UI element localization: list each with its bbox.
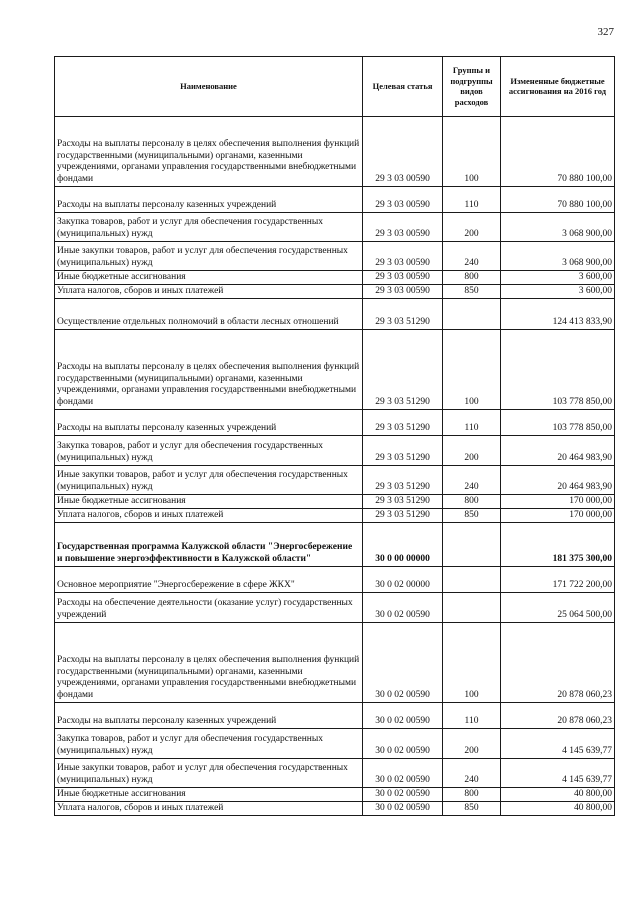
cell-article: 30 0 02 00590 xyxy=(363,788,443,802)
cell-article: 30 0 02 00000 xyxy=(363,567,443,593)
cell-name: Закупка товаров, работ и услуг для обеспечения государственных (муниципальных) нужд xyxy=(55,729,363,759)
table-row xyxy=(55,466,615,495)
table-row xyxy=(55,213,615,242)
header-amount: Измененные бюджетные ассигнования на 2016 год xyxy=(501,57,615,117)
cell-article: 30 0 00 00000 xyxy=(363,523,443,567)
table-header-row xyxy=(55,57,615,117)
cell-amount: 103 778 850,00 xyxy=(501,330,615,410)
table-row xyxy=(55,299,615,330)
cell-name: Уплата налогов, сборов и иных платежей xyxy=(55,509,363,523)
cell-group: 850 xyxy=(443,285,501,299)
cell-amount: 4 145 639,77 xyxy=(501,759,615,788)
page-number: 327 xyxy=(597,26,614,38)
table-row xyxy=(55,187,615,213)
cell-group: 110 xyxy=(443,410,501,436)
cell-article: 30 0 02 00590 xyxy=(363,729,443,759)
cell-name: Иные бюджетные ассигнования xyxy=(55,271,363,285)
cell-amount: 3 600,00 xyxy=(501,285,615,299)
cell-article: 29 3 03 00590 xyxy=(363,213,443,242)
cell-name: Расходы на выплаты персоналу в целях обеспечения выполнения функций государственными (муниципальными) органами, казенными учреждениями, органами управления государственными внебюджетными фондами xyxy=(55,330,363,410)
cell-group: 110 xyxy=(443,187,501,213)
cell-amount: 40 800,00 xyxy=(501,802,615,816)
table-row xyxy=(55,788,615,802)
table-row xyxy=(55,330,615,410)
cell-group: 800 xyxy=(443,495,501,509)
table-row xyxy=(55,242,615,271)
cell-amount: 20 464 983,90 xyxy=(501,466,615,495)
header-group: Группы и подгруппы видов расходов xyxy=(443,57,501,117)
table-row xyxy=(55,567,615,593)
cell-group: 240 xyxy=(443,466,501,495)
cell-group xyxy=(443,299,501,330)
cell-group: 800 xyxy=(443,271,501,285)
table-row xyxy=(55,703,615,729)
cell-name: Закупка товаров, работ и услуг для обеспечения государственных (муниципальных) нужд xyxy=(55,213,363,242)
cell-article: 30 0 02 00590 xyxy=(363,703,443,729)
cell-name: Закупка товаров, работ и услуг для обеспечения государственных (муниципальных) нужд xyxy=(55,436,363,466)
table-row xyxy=(55,729,615,759)
cell-amount: 20 878 060,23 xyxy=(501,623,615,703)
cell-amount: 170 000,00 xyxy=(501,509,615,523)
cell-article: 29 3 03 51290 xyxy=(363,299,443,330)
cell-name: Государственная программа Калужской области "Энергосбережение и повышение энергоэффективности в Калужской области" xyxy=(55,523,363,567)
table-row xyxy=(55,623,615,703)
cell-name: Осуществление отдельных полномочий в области лесных отношений xyxy=(55,299,363,330)
table-row xyxy=(55,509,615,523)
cell-group xyxy=(443,523,501,567)
cell-name: Иные закупки товаров, работ и услуг для обеспечения государственных (муниципальных) нужд xyxy=(55,466,363,495)
cell-amount: 171 722 200,00 xyxy=(501,567,615,593)
cell-name: Расходы на обеспечение деятельности (оказание услуг) государственных учреждений xyxy=(55,593,363,623)
cell-name: Иные бюджетные ассигнования xyxy=(55,788,363,802)
cell-article: 29 3 03 00590 xyxy=(363,242,443,271)
header-name: Наименование xyxy=(55,57,363,117)
cell-name: Основное мероприятие "Энергосбережение в сфере ЖКХ" xyxy=(55,567,363,593)
cell-group: 100 xyxy=(443,330,501,410)
table-row xyxy=(55,495,615,509)
table-row xyxy=(55,523,615,567)
cell-article: 29 3 03 51290 xyxy=(363,495,443,509)
cell-group xyxy=(443,567,501,593)
cell-name: Расходы на выплаты персоналу казенных учреждений xyxy=(55,187,363,213)
cell-group: 100 xyxy=(443,623,501,703)
cell-group: 240 xyxy=(443,242,501,271)
cell-group: 240 xyxy=(443,759,501,788)
cell-name: Расходы на выплаты персоналу в целях обеспечения выполнения функций государственными (муниципальными) органами, казенными учреждениями, органами управления государственными внебюджетными фондами xyxy=(55,117,363,187)
cell-amount: 103 778 850,00 xyxy=(501,410,615,436)
cell-article: 30 0 02 00590 xyxy=(363,623,443,703)
cell-article: 30 0 02 00590 xyxy=(363,759,443,788)
cell-name: Уплата налогов, сборов и иных платежей xyxy=(55,285,363,299)
table-row xyxy=(55,271,615,285)
cell-article: 30 0 02 00590 xyxy=(363,593,443,623)
cell-article: 29 3 03 00590 xyxy=(363,285,443,299)
cell-amount: 4 145 639,77 xyxy=(501,729,615,759)
cell-group: 110 xyxy=(443,703,501,729)
cell-amount: 25 064 500,00 xyxy=(501,593,615,623)
cell-article: 29 3 03 51290 xyxy=(363,466,443,495)
cell-amount: 3 068 900,00 xyxy=(501,242,615,271)
cell-article: 29 3 03 00590 xyxy=(363,271,443,285)
table-row xyxy=(55,117,615,187)
table-row xyxy=(55,436,615,466)
cell-group: 800 xyxy=(443,788,501,802)
cell-amount: 20 878 060,23 xyxy=(501,703,615,729)
cell-group: 200 xyxy=(443,436,501,466)
cell-amount: 3 068 900,00 xyxy=(501,213,615,242)
cell-amount: 40 800,00 xyxy=(501,788,615,802)
cell-article: 30 0 02 00590 xyxy=(363,802,443,816)
table-row xyxy=(55,410,615,436)
budget-table xyxy=(54,56,615,816)
cell-article: 29 3 03 00590 xyxy=(363,117,443,187)
cell-amount: 70 880 100,00 xyxy=(501,187,615,213)
cell-article: 29 3 03 00590 xyxy=(363,187,443,213)
cell-name: Уплата налогов, сборов и иных платежей xyxy=(55,802,363,816)
cell-group: 200 xyxy=(443,213,501,242)
cell-article: 29 3 03 51290 xyxy=(363,330,443,410)
cell-amount: 170 000,00 xyxy=(501,495,615,509)
cell-name: Расходы на выплаты персоналу в целях обеспечения выполнения функций государственными (муниципальными) органами, казенными учреждениями, органами управления государственными внебюджетными фондами xyxy=(55,623,363,703)
cell-name: Расходы на выплаты персоналу казенных учреждений xyxy=(55,410,363,436)
cell-amount: 20 464 983,90 xyxy=(501,436,615,466)
cell-amount: 70 880 100,00 xyxy=(501,117,615,187)
header-article: Целевая статья xyxy=(363,57,443,117)
cell-article: 29 3 03 51290 xyxy=(363,509,443,523)
cell-article: 29 3 03 51290 xyxy=(363,436,443,466)
cell-name: Иные закупки товаров, работ и услуг для обеспечения государственных (муниципальных) нужд xyxy=(55,759,363,788)
table-row xyxy=(55,802,615,816)
cell-group: 850 xyxy=(443,802,501,816)
table-row xyxy=(55,759,615,788)
cell-name: Иные закупки товаров, работ и услуг для обеспечения государственных (муниципальных) нужд xyxy=(55,242,363,271)
cell-name: Расходы на выплаты персоналу казенных учреждений xyxy=(55,703,363,729)
cell-group: 200 xyxy=(443,729,501,759)
cell-amount: 181 375 300,00 xyxy=(501,523,615,567)
cell-amount: 124 413 833,90 xyxy=(501,299,615,330)
cell-group: 100 xyxy=(443,117,501,187)
cell-group: 850 xyxy=(443,509,501,523)
cell-name: Иные бюджетные ассигнования xyxy=(55,495,363,509)
cell-group xyxy=(443,593,501,623)
cell-article: 29 3 03 51290 xyxy=(363,410,443,436)
table-row xyxy=(55,593,615,623)
table-row xyxy=(55,285,615,299)
cell-amount: 3 600,00 xyxy=(501,271,615,285)
